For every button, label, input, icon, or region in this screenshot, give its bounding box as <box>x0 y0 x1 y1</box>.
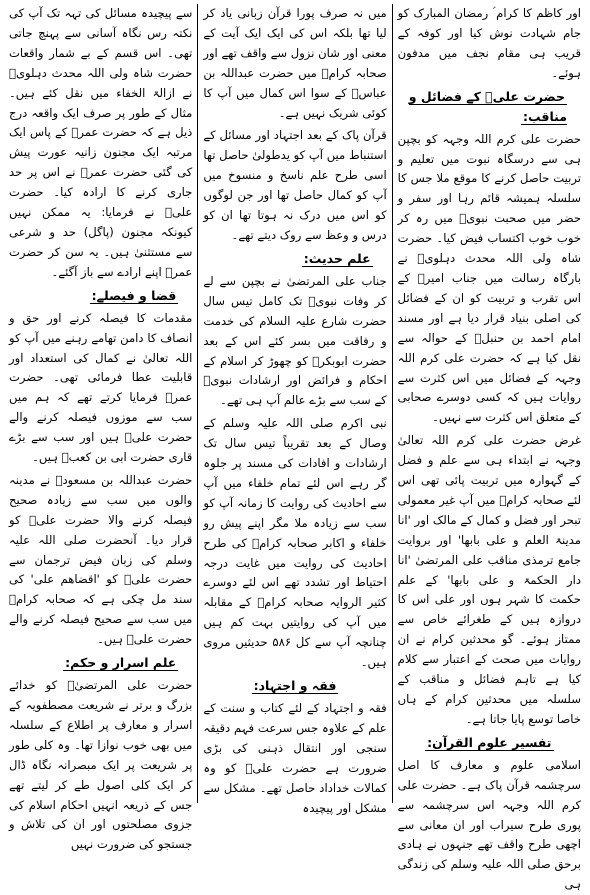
section-heading <box>398 733 581 753</box>
section-heading <box>398 87 581 127</box>
column-left <box>4 4 197 852</box>
paragraph: فقہ و اجتہاد کے لئے کتاب و سنت کے علم کے علاوہ جس سرعت فہم دقیقہ سنجی اور انتقال ذہنی کی بڑی ضرورت ہے حضرت علیؓ کو وہ کمالات خداداد حاصل تھے۔ مشکل سے مشکل اور پیچیدہ <box>203 701 387 815</box>
paragraph: میں نہ صرف پورا قرآن زبانی یاد کر لیا تھا بلکہ اس کی ایک ایک آیت کے معنی اور شان نزول سے واقف تھے اور صحابہ کرامؓ میں حضرت عبداللہ بن عباسؓ کے سوا اس کمال میں آپ کا کوئی شریک نہیں ہے۔ <box>203 6 387 120</box>
section-heading-text: علم اسرار و حکم: <box>65 655 177 671</box>
paragraph: اسلامی علوم و معارف کا اصل سرچشمہ قرآن پاک ہے۔ حضرت علی کرم اللہ وجہہ اس سرچشمہ سے پوری طرح سیراب اور ان معانی سے اچھی طرح واقف تھے جنہوں نے ہادی برحق صلی اللہ علیہ وسلم کی زندگی ہی <box>397 757 581 892</box>
section-heading-text: فقہ و اجتہاد: <box>253 678 337 693</box>
section-heading <box>9 653 192 673</box>
paragraph: حضرت عبداللہ بن مسعودؓ نے مدینہ والوں میں سب سے زیادہ صحیح فیصلہ کرنے والا حضرت علیؓ کو قرار دیا۔ آنحضرت صلی اللہ علیہ وسلم کی زبان فیض ترجمان سے حضرت علیؓ کو 'اقضاھم علی' کی سند مل چکی ہے کہ صحابہ کرامؓ میں سب سے صحیح فیصلہ کرنے والے حضرت علیؓ ہیں۔ <box>9 472 193 647</box>
section-heading <box>9 286 192 306</box>
section-heading <box>203 249 386 269</box>
section-heading-text: تفسیر علوم القرآن: <box>427 734 552 750</box>
paragraph: حضرت علی المرتضیٰؓ کو خدائے بزرگ و برتر نے شریعت مصطفویہ کے اسرار و معارف پر اطلاع کے سلسلہ میں بھی خوب نوازا تھا۔ وہ کلی طور پر شریعت پر ایک مبصرانہ نگاہ ڈال کر ایک کلی اصول طے کر لیتے تھے جس کے ذریعہ انہیں احکام اسلام کی جزوی مصلحتوں اور ان کی تلاش و جستجو کی ضرورت نہیں <box>9 678 193 852</box>
paragraph: جناب علی المرتضیٰ نے بچپن سے لے کر وفات نبویؐ تک کامل تیس سال حضرت شارع علیہ السلام کی خدمت و رفاقت میں بسر کئے اس کے بعد حضرت ابوبکرؓ کو چھوڑ کر اسلام کے احکام و فرائض اور ارشادات نبویؐ کے سب سے بڑے عالم آپ ہی تھے۔ <box>203 273 387 408</box>
paragraph: حضرت علی کرم اللہ وجہہ کو بچپن ہی سے درسگاہ نبوت میں تعلیم و تربیت حاصل کرنے کا موقع ملا جس کا سلسلہ ہمیشہ قائم رہا اور سفر و حضر میں صحبت نبویؐ میں رہ کر خوب خوب اکتساب فیض کیا۔ حضرت شاہ ولی اللہ محدث دہلویؒ نے بارگاہ رسالت میں جناب امیرؓ کے اس تقرب و تربیت کو ان کے فضائل کی اصلی بنیاد قرار دیا ہے اور مسند امام احمد بن حنبلؒ کے حوالہ سے نقل کیا ہے کہ حضرت علی کرم اللہ وجہہ کے فضائل میں اس کثرت سے روایات ہیں کہ کسی دوسرے صحابی کے متعلق اس کثرت سے نہیں۔ <box>397 131 581 425</box>
section-heading-text: قضا و فیصلے: <box>91 287 177 303</box>
column-right <box>393 4 586 892</box>
column-middle <box>197 4 392 815</box>
paragraph: اور کاظم کا کرام ؑ رمضان المبارک کو جام شہادت نوش کیا اور کوفہ کے قریب ہی مقام نجف میں مدفون ہوئے۔ <box>397 6 581 80</box>
paragraph: قرآن پاک کے بعد اجتہاد اور مسائل کے استنباط میں آپ کو یدطولیٰ حاصل تھا اسی طرح علم ناسخ و منسوخ میں آپ کو کمال حاصل تھا اور جن لوگوں کو اس میں درک نہ ہوتا تھا ان کو درس و وعظ سے روک دیتے تھے۔ <box>203 128 387 242</box>
section-heading <box>203 676 386 696</box>
paragraph: نبی اکرم صلی اللہ علیہ وسلم کے وصال کے بعد تقریباً تیس سال تک ارشادات و افادات کی مسند پر جلوہ گر رہے اس لئے تمام خلفاء میں آپ سے احادیث کی روایت کا زمانہ آپ کو سب سے زیادہ ملا مگر اپنے پیش رو خلفاء و اکابر صحابہ کرامؓ کی طرح احادیث کی روایت میں غایت درجہ احتیاط اور تشدد تھے اس لئے دوسرے کثیر الروایہ صحابہ کرامؓ کے مقابلہ میں آپ کی روایتیں بہت کم ہیں چنانچہ آپ سے کل ۵۸۶ حدیثیں مروی ہیں۔ <box>203 416 387 670</box>
paragraph: مقدمات کا فیصلہ کرنے اور حق و انصاف کا دامن تھامے رہنے میں آپ کو اللہ تعالیٰ نے کمال کی استعداد اور قابلیت عطا فرمائی تھی۔ حضرت عمرؓ فرمایا کرتے تھے کہ ہم میں سب سے موزوں فیصلہ کرنے والے حضرت علیؓ ہیں اور سب سے بڑے قاری حضرت ابی بن کعبؓ ہیں۔ <box>9 310 193 465</box>
section-heading-text: علم حدیث: <box>303 250 371 266</box>
section-heading-text: حضرت علیؓ کے فضائل و مناقب: <box>408 88 567 124</box>
paragraph: غرض حضرت علی کرم اللہ تعالیٰ وجہہ نے ابتداء ہی سے علم و فضل کے گہوارہ میں تربیت پائی تھی اس لئے صحابہ کرامؓ میں آپ غیر معمولی تبحر اور فضل و کمال کے مالک اور 'انا مدینۃ العلم و علی بابھا' اور بروایت جامع ترمذی مناقب علی المرتضیٰ 'انا دار الحکمۃ و علی بابھا' کے علم حکمت کا شہر ہوں اور علی اس کا دروازہ ہیں کے طغرائے خاص سے ممتاز ہوئے۔ گو محدثین کرام نے ان روایات میں صحت کے اعتبار سے کلام کیا ہے تاہم فضائل و مناقب کے سلسلہ میں محدثین کرام کے ہاں خاصا توسع پایا جاتا ہے۔ <box>397 433 581 726</box>
paragraph: سے پیچیدہ مسائل کی تہہ تک آپ کی نکتہ رس نگاہ آسانی سے پہنچ جاتی تھی۔ اس قسم کے بے شمار واقعات حضرت شاہ ولی اللہ محدث دہلویؒ نے ازالۃ الخفاء میں نقل کئے ہیں۔ مثال کے طور پر صرف ایک واقعہ درج ذیل ہے کہ حضرت عمرؓ کے پاس ایک مرتبہ ایک مجنون زانیہ عورت پیش کی گئی حضرت عمرؓ نے اس پر حد جاری کرنے کا ارادہ کیا۔ حضرت علیؓ نے فرمایا: یہ ممکن نہیں کیونکہ مجنون (پاگل) حد و شرعی سے مستثنیٰ ہیں۔ یہ سن کر حضرت عمرؓ اپنے ارادے سے باز آگئے۔ <box>9 6 193 279</box>
